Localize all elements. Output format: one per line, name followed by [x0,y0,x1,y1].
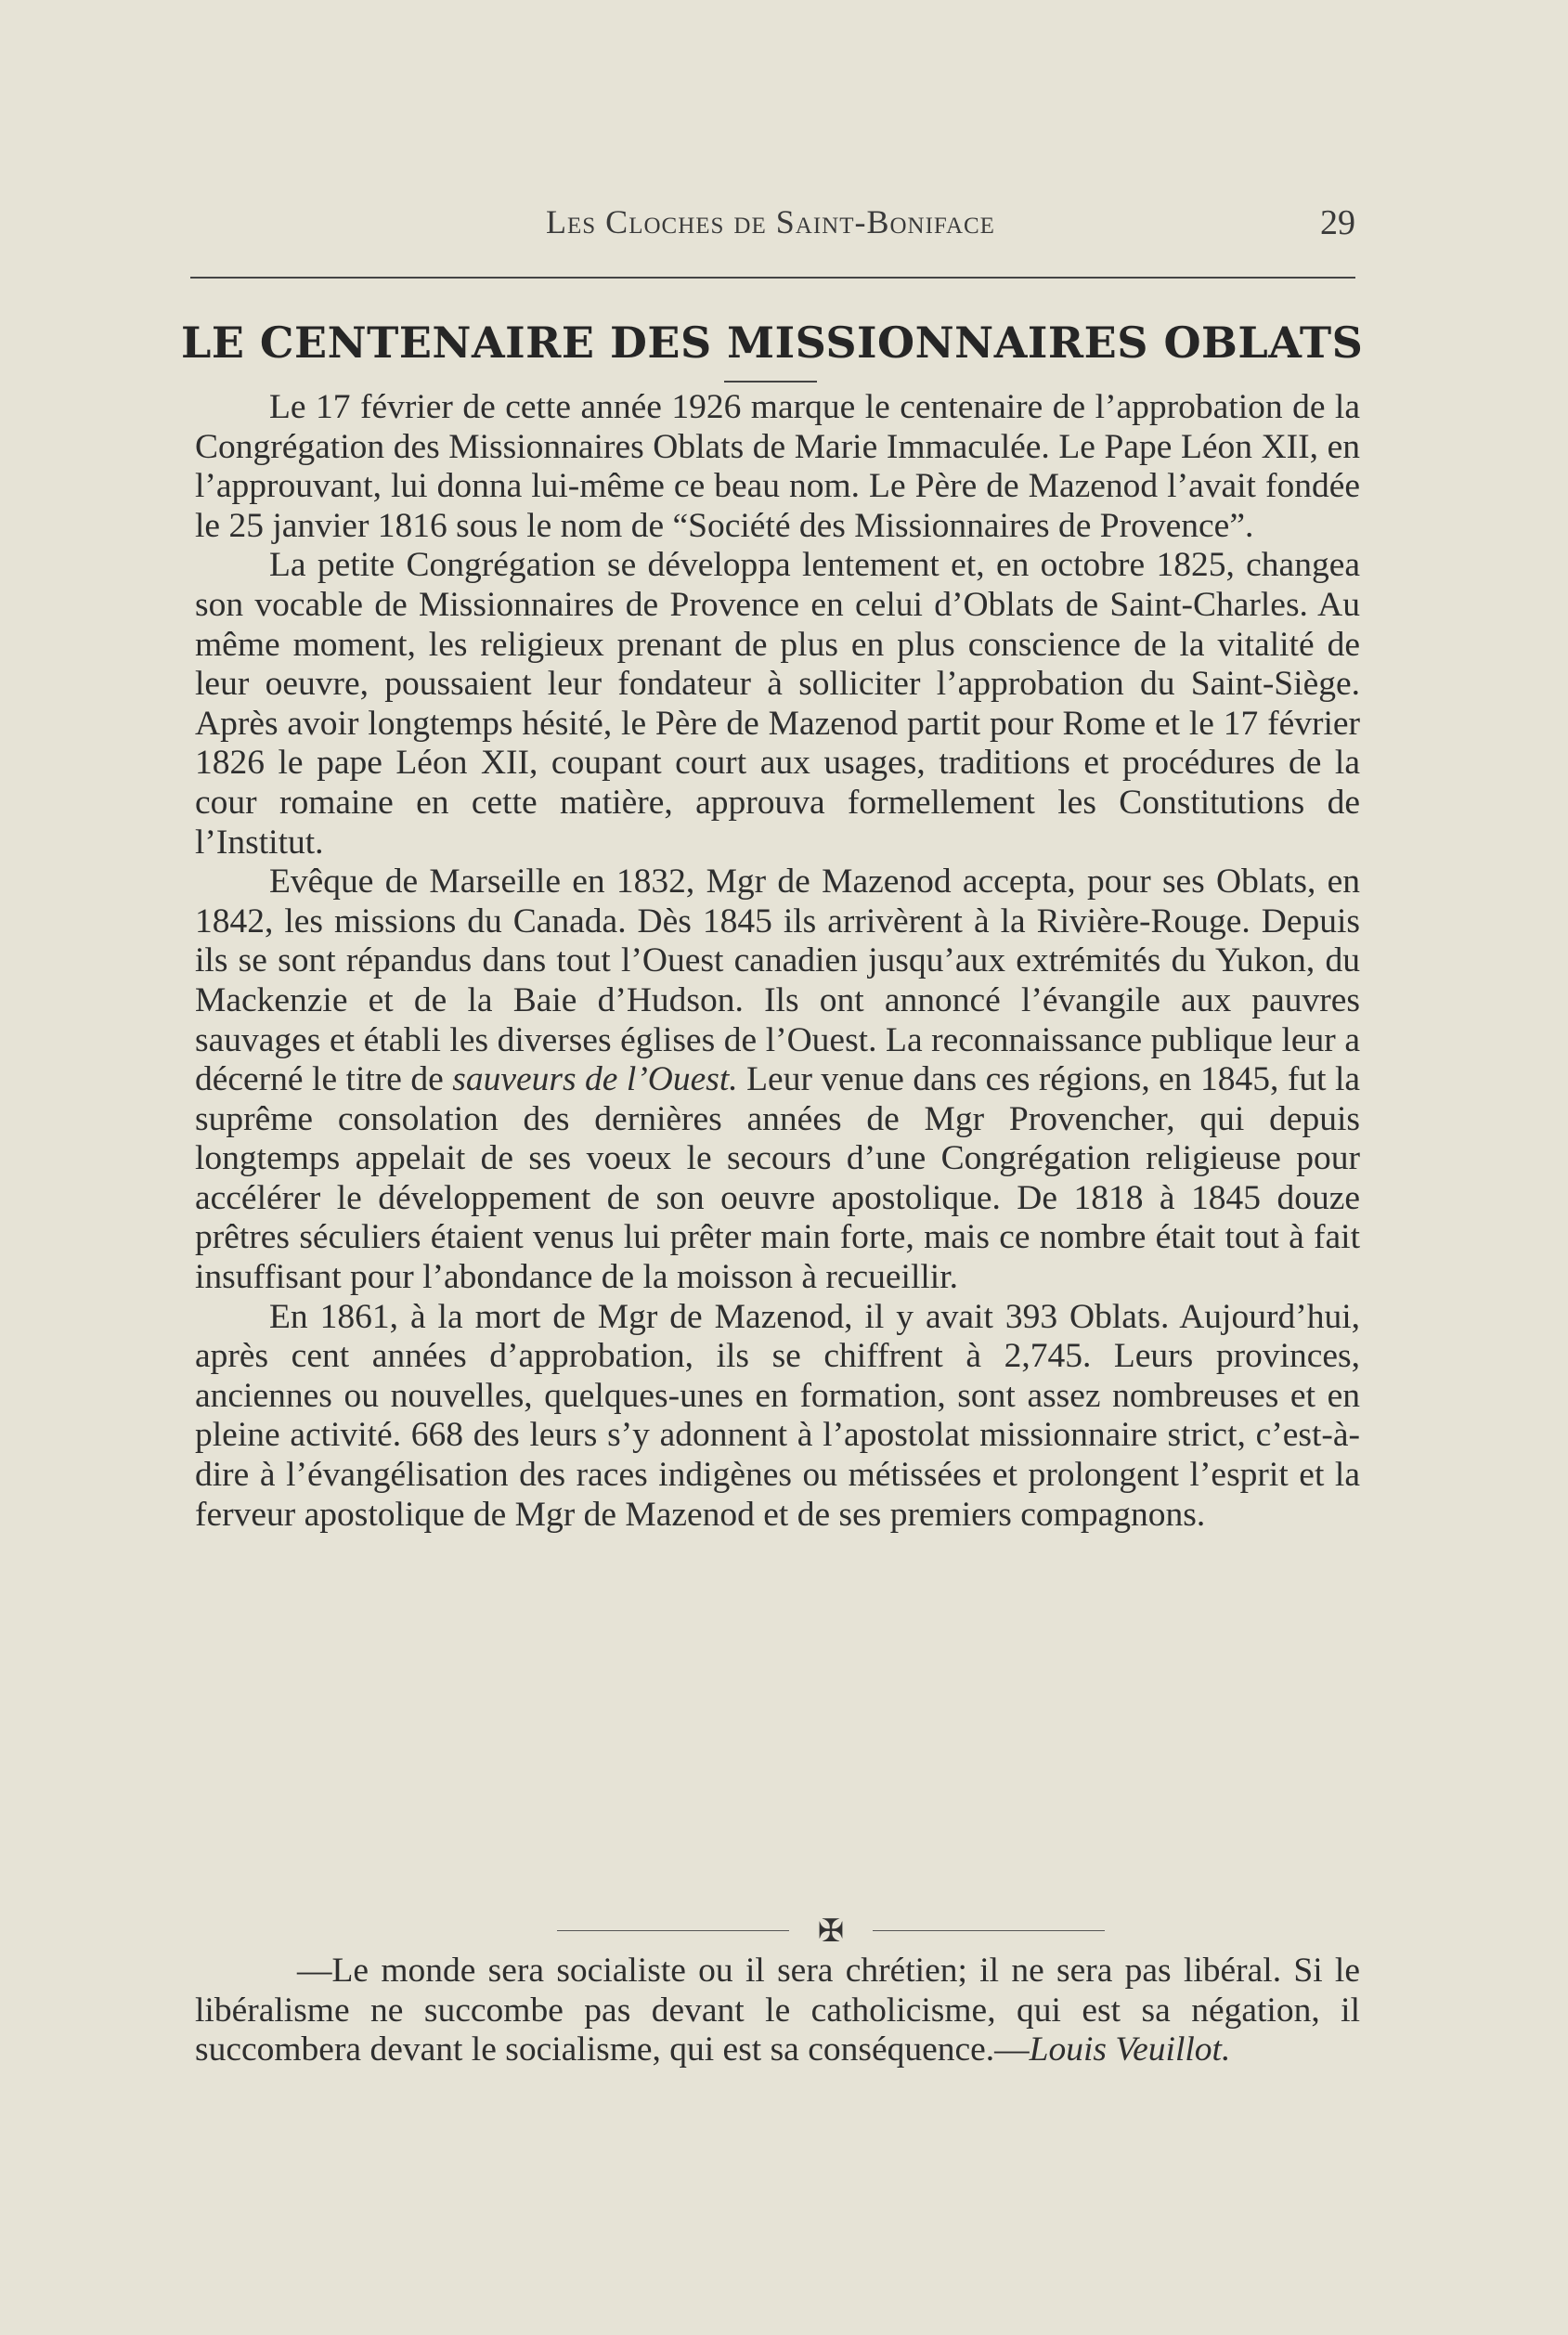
paragraph-text: Evêque de Marseille en 1832, Mgr de Mazenod accepta, pour ses Oblats, en 1842, les missions du Canada. Dès 1845 ils arrivèrent à la Rivière-Rouge. Depuis ils se sont répandus dans tout l’Ouest canadien jusqu’aux extrémités du Yukon, du Mackenzie et de la Baie d’Hudson. Ils ont annoncé l’évangile aux pauvres sauvages et établi les diverses églises de l’Ouest. La reconnaissance publique leur a décerné le titre de [195,863,1360,1099]
article-title: LE CENTENAIRE DES MISSIONNAIRES OBLATS [181,318,1364,368]
divider-line [873,1930,1105,1931]
running-header [186,202,1355,258]
paragraph [195,863,1360,1298]
paragraph: Le 17 février de cette année 1926 marque le centenaire de l’approbation de la Congrégation des Missionnaires Oblats de Marie Immaculée. Le Pape Léon XII, en l’approuvant, lui donna lui-même ce beau nom. Le Père de Mazenod l’avait fondée le 25 janvier 1816 sous le nom de “Société des Missionnaires de Provence”. [195,388,1360,545]
divider-line [557,1930,789,1931]
header-rule [190,277,1355,279]
quote-author: Louis Veuillot. [1029,2030,1231,2069]
paragraph: En 1861, à la mort de Mgr de Mazenod, il y avait 393 Oblats. Aujourd’hui, après cent années d’approbation, ils se chiffrent à 2,745. Leurs provinces, anciennes ou nouvelles, quelques-unes en formation, sont assez nombreuses et en pleine activité. 668 des leurs s’y adonnent à l’apostolat missionnaire strict, c’est-à-dire à l’évangélisation des races indigènes ou métissées et prolongent l’esprit et la ferveur apostolique de Mgr de Mazenod et de ses premiers compagnons. [195,1297,1360,1534]
closing-quote [195,1952,1360,2070]
section-divider [557,1914,1105,1949]
cross-icon: ✠ [817,1914,845,1949]
quote-paragraph [195,1952,1360,2070]
paragraph-text: Leur venue dans ces régions, en 1845, fut la suprême consolation des dernières années de Mgr Provencher, qui depuis longtemps appelait de ses voeux le secours d’une Congrégation religieuse pour accélérer le développement de son oeuvre apostolique. De 1818 à 1845 douze prêtres séculiers étaient venus lui prêter main forte, mais ce nombre était tout à fait insuffisant pour l’abondance de la moisson à recueillir. [195,1060,1361,1297]
running-title: Les Cloches de Saint-Boniface [546,203,995,240]
italic-phrase: sauveurs de l’Ouest. [452,1060,738,1099]
title-underline [724,381,817,383]
article-body [195,388,1360,1535]
page-number: 29 [1320,203,1355,242]
quote-text: —Le monde sera socialiste ou il sera chrétien; il ne sera pas libéral. Si le libéralisme ne succombe pas devant le catholicisme, qui est sa négation, il succombera devant le socialisme, qui est sa conséquence.— [195,1952,1360,2069]
paragraph: La petite Congrégation se développa lentement et, en octobre 1825, changea son vocable de Missionnaires de Provence en celui d’Oblats de Saint-Charles. Au même moment, les religieux prenant de plus en plus conscience de la vitalité de leur oeuvre, poussaient leur fondateur à solliciter l’approbation du Saint-Siège. Après avoir longtemps hésité, le Père de Mazenod partit pour Rome et le 17 février 1826 le pape Léon XII, coupant court aux usages, traditions et procédures de la cour romaine en cette matière, approuva formellement les Constitutions de l’Institut. [195,546,1360,862]
